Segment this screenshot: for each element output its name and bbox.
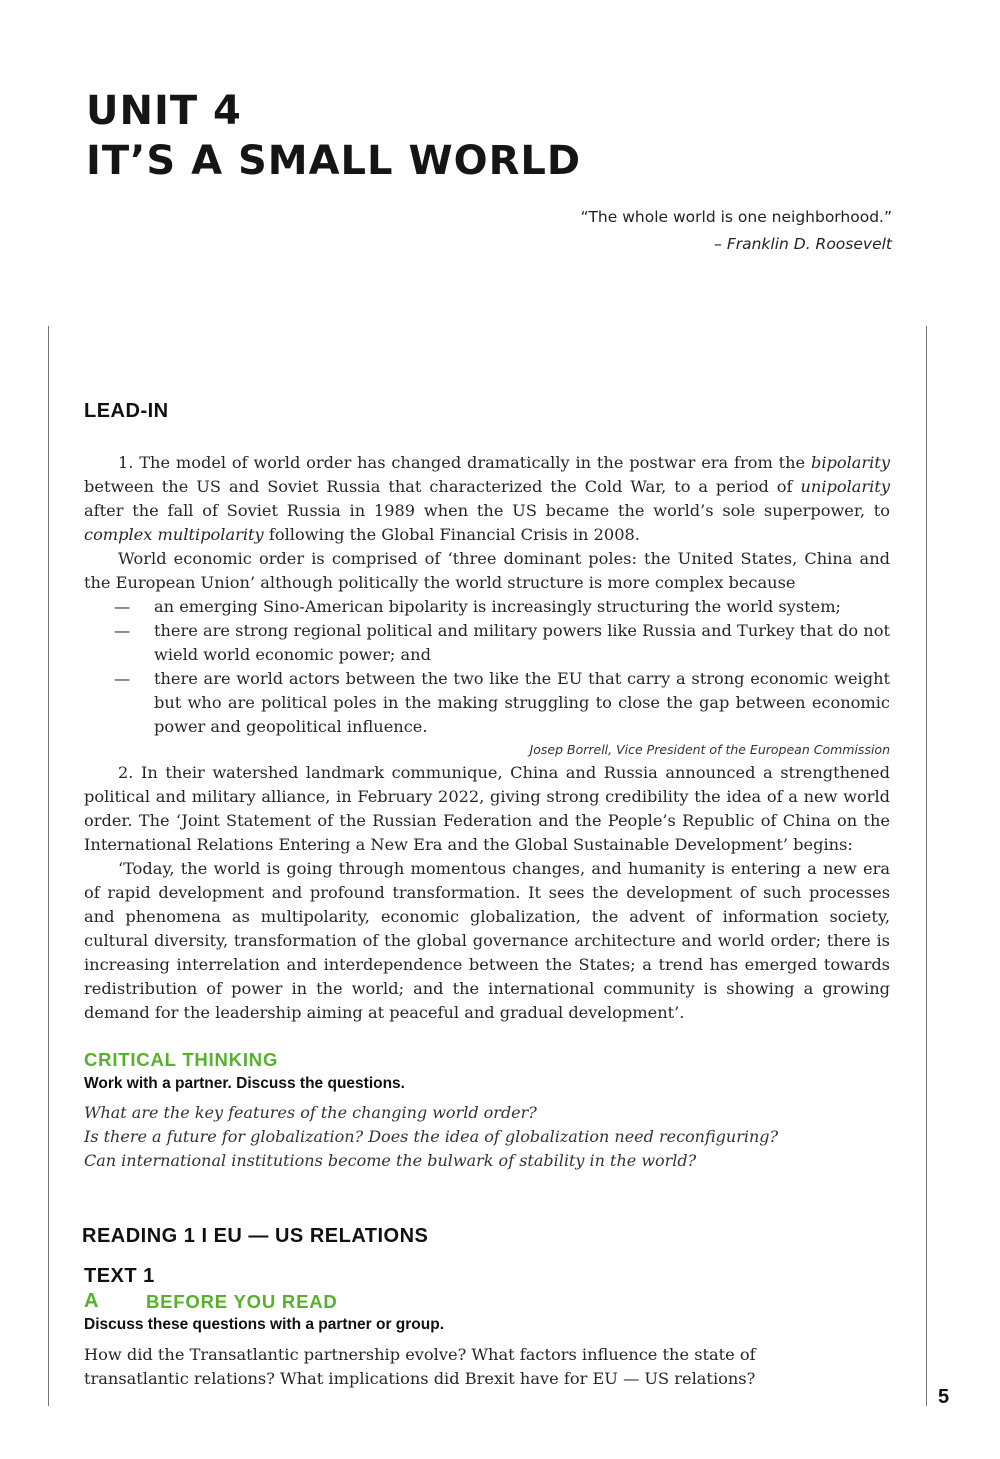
critical-thinking-questions bbox=[84, 1101, 890, 1173]
list-item: — there are world actors between the two like the EU that carry a strong economic weight but who are political poles in the making struggling to close the gap between economic power and geopolitical influence. bbox=[114, 669, 890, 736]
right-margin-rule bbox=[926, 326, 927, 1406]
reading-instruction: Discuss these questions with a partner or group. bbox=[84, 1316, 445, 1333]
text-label: TEXT 1 bbox=[84, 1265, 155, 1287]
section-letter: A bbox=[84, 1290, 100, 1312]
unit-title bbox=[86, 86, 581, 186]
critical-thinking-heading: CRITICAL THINKING bbox=[84, 1049, 279, 1070]
dash-bullet: — bbox=[114, 597, 131, 616]
question: What are the key features of the changing world order? bbox=[84, 1103, 537, 1122]
quote-source: Josep Borrell, Vice President of the European Commission bbox=[529, 742, 890, 757]
epigraph bbox=[580, 204, 892, 258]
term-complex-multipolarity: complex multipolarity bbox=[84, 525, 264, 544]
term-bipolarity: bipolarity bbox=[810, 453, 890, 472]
list-item: — there are strong regional political and military powers like Russia and Turkey that do not wield world economic power; and bbox=[114, 621, 890, 664]
list-item: — an emerging Sino-American bipolarity is increasingly structuring the world system; bbox=[84, 595, 890, 619]
lead-in-paragraph-4: ‘Today, the world is going through momentous changes, and humanity is entering a new era of rapid development and profound transformation. It sees the development of such processes and phenomena as multipolarity, economic globalization, the advent of information society, cultural diversity, transformation of the global governance architecture and world order; there is increasing interrelation and interdependence between the States; a trend has emerged towards redistribution of power in the world; and the international community is showing a growing demand for the leadership aiming at peaceful and gradual development’. bbox=[84, 859, 890, 1022]
lead-in-paragraph-2: World economic order is comprised of ‘three dominant poles: the United States, China and the European Union’ although politically the world structure is more complex because bbox=[84, 549, 890, 592]
term-unipolarity: unipolarity bbox=[800, 477, 890, 496]
left-margin-rule bbox=[48, 326, 49, 1406]
epigraph-author: – Franklin D. Roosevelt bbox=[714, 235, 892, 253]
unit-name: IT’S A SMALL WORLD bbox=[86, 138, 582, 184]
dash-bullet: — bbox=[114, 621, 131, 640]
epigraph-quote: “The whole world is one neighborhood.” bbox=[580, 208, 892, 226]
reading-body bbox=[84, 1343, 834, 1391]
before-you-read-heading: BEFORE YOU READ bbox=[146, 1291, 338, 1312]
reading-questions: How did the Transatlantic partnership evolve? What factors influence the state of transatlantic relations? What implications did Brexit have for EU — US relations? bbox=[84, 1345, 756, 1388]
page-number: 5 bbox=[938, 1386, 950, 1408]
unit-number: UNIT 4 bbox=[86, 88, 242, 134]
reading-heading: READING 1 I EU — US RELATIONS bbox=[82, 1225, 429, 1247]
question: Can international institutions become the bulwark of stability in the world? bbox=[84, 1151, 697, 1170]
question: Is there a future for globalization? Does the idea of globalization need reconfiguring? bbox=[84, 1127, 779, 1146]
lead-in-paragraph-1: 1. The model of world order has changed dramatically in the postwar era from the bipolarity between the US and Soviet Russia that characterized the Cold War, to a period of unipolarity after the fall of Soviet Russia in 1989 when the US became the world’s sole superpower, to complex multipolarity following the Global Financial Crisis in 2008. bbox=[84, 453, 890, 544]
dash-bullet: — bbox=[114, 669, 131, 688]
lead-in-heading: LEAD-IN bbox=[84, 400, 169, 422]
critical-thinking-instruction: Work with a partner. Discuss the questions. bbox=[84, 1075, 405, 1092]
lead-in-body bbox=[84, 451, 890, 1025]
lead-in-paragraph-3: 2. In their watershed landmark communique, China and Russia announced a strengthened political and military alliance, in February 2022, giving strong credibility the idea of a new world order. The ‘Joint Statement of the Russian Federation and the People’s Republic of China on the International Relations Entering a New Era and the Global Sustainable Development’ begins: bbox=[84, 763, 890, 854]
poles-list bbox=[84, 595, 890, 739]
